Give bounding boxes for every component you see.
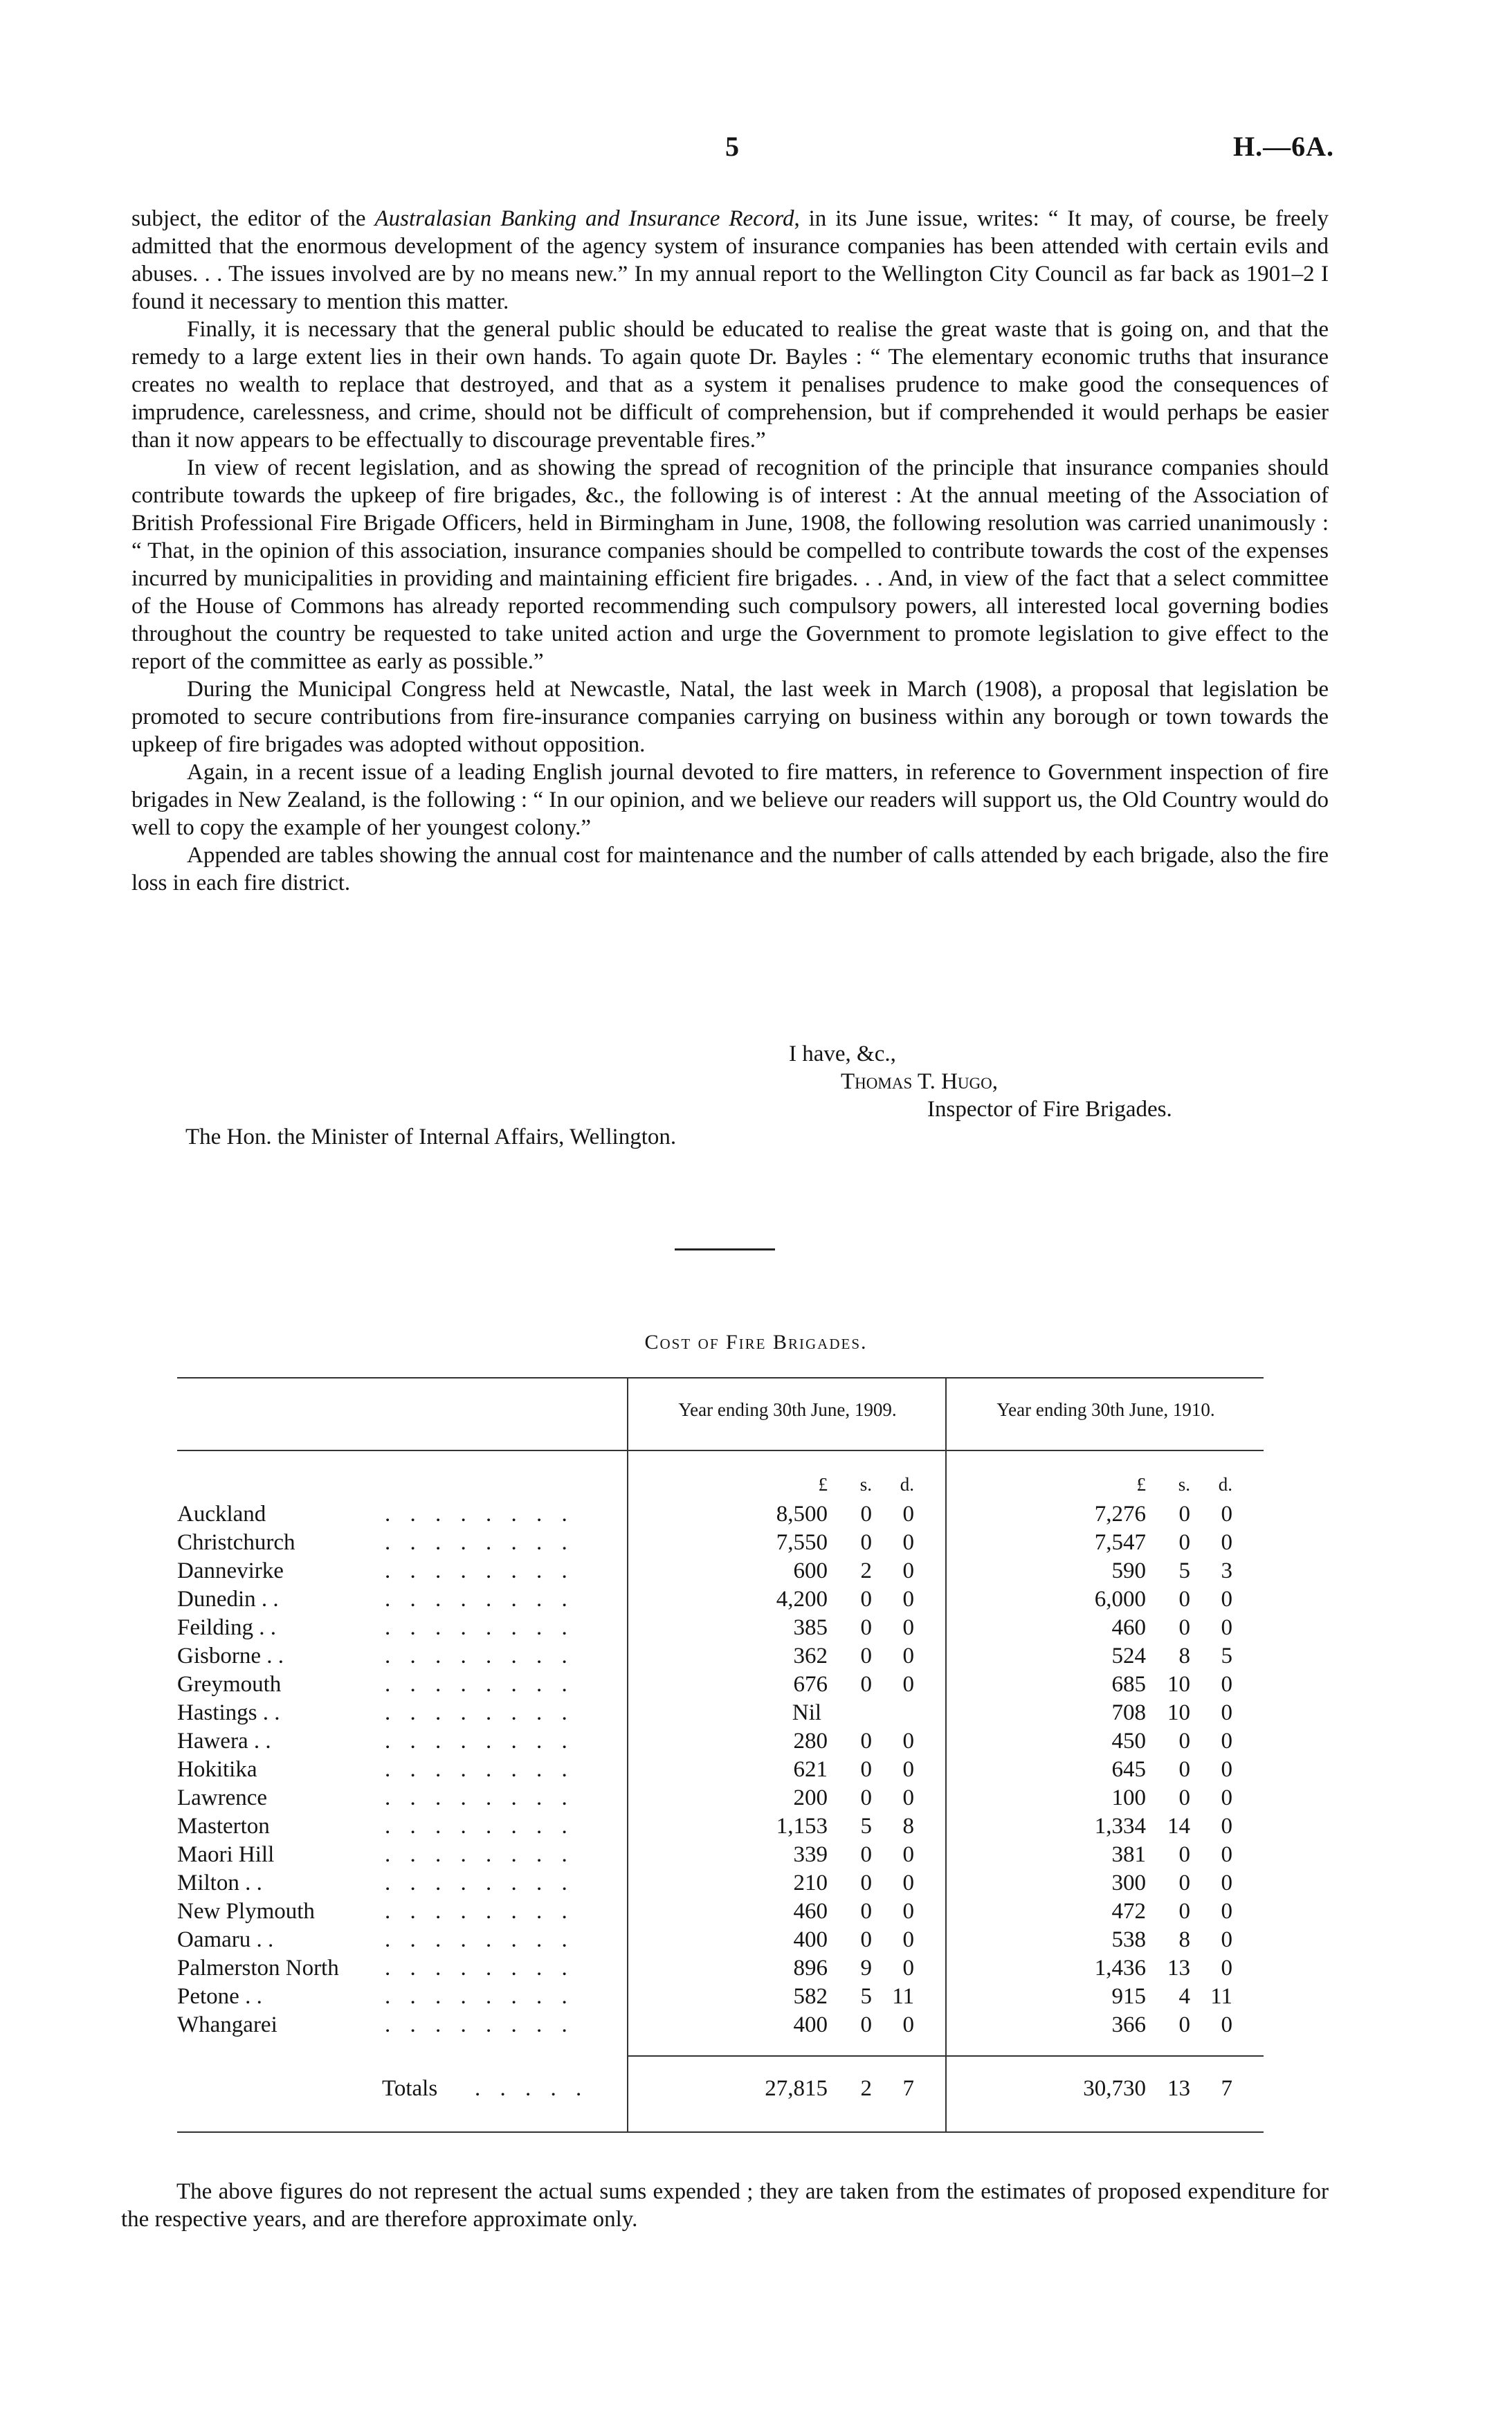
closing: I have, &c.,	[789, 1041, 896, 1066]
paragraph-1: subject, the editor of the Australasian Banking and Insurance Record, in its June issue, writes: “ It may, of course, be freely admitted that the enormous development of the agency system of insurance companies has been attended with certain evils and abuses. . . The issues involved are by no means new.” In my annual report to the Wellington City Council as far back as 1901–2 I found it necessary to mention this matter.	[131, 206, 1329, 314]
cost-1909-pence: 0	[902, 2012, 914, 2037]
unit-pence: d.	[900, 1474, 914, 1495]
cost-1909-shillings: 0	[860, 1842, 872, 1867]
leader-dots: . . . . . . . .	[385, 1814, 574, 1839]
brigade-name: Milton . .	[177, 1871, 262, 1895]
leader-dots: . . . . . . . .	[385, 1757, 574, 1782]
cost-1910-shillings: 14	[1167, 1814, 1190, 1839]
paragraph-6: Appended are tables showing the annual cost for maintenance and the number of calls attended by each brigade, also the fire loss in each fire district.	[131, 843, 1329, 895]
table-row	[177, 1700, 1264, 1729]
cost-1910-shillings: 0	[1178, 1899, 1190, 1924]
cost-1909-pence: 0	[902, 1757, 914, 1782]
cost-1910-shillings: 0	[1178, 1729, 1190, 1754]
cost-1910-pence: 0	[1221, 1871, 1232, 1895]
cost-1910-pounds: 685	[1111, 1672, 1146, 1697]
cost-1909-pence: 0	[902, 1558, 914, 1583]
cost-1910-shillings: 10	[1167, 1672, 1190, 1697]
cost-1909-pounds: 1,153	[776, 1814, 828, 1839]
table-row	[177, 1814, 1264, 1842]
unit-shillings: s.	[1178, 1474, 1190, 1495]
cost-1909-pence: 0	[902, 1672, 914, 1697]
cost-1910-pence: 5	[1221, 1644, 1232, 1668]
leader-dots: . . . . . . . .	[385, 1871, 574, 1895]
brigade-name: Palmerston North	[177, 1956, 339, 1981]
cost-1909-pounds: 4,200	[776, 1587, 828, 1612]
signatory-name: Thomas T. Hugo,	[841, 1069, 999, 1094]
leader-dots: . . . . . . . .	[385, 1899, 574, 1924]
cost-1910-pence: 0	[1221, 1956, 1232, 1981]
cost-1909-shillings: 9	[860, 1956, 872, 1981]
cost-1909-pounds: 200	[793, 1785, 828, 1810]
totals-row	[177, 2076, 1264, 2104]
cost-1910-shillings: 8	[1178, 1927, 1190, 1952]
cost-1909-pounds: 582	[793, 1984, 828, 2009]
cost-1909-shillings: 0	[860, 1502, 872, 1527]
table-row	[177, 1644, 1264, 1672]
cost-1910-pence: 0	[1221, 1615, 1232, 1640]
table-rule-top	[177, 1377, 1264, 1379]
paragraph-5: Again, in a recent issue of a leading English journal devoted to fire matters, in reference to Government inspection of fire brigades in New Zealand, is the following : “ In our opinion, and we believe our readers will support us, the Old Country would do well to copy the example of her youngest colony.”	[131, 760, 1329, 840]
table-row	[177, 1502, 1264, 1530]
cost-1910-pence: 0	[1221, 1757, 1232, 1782]
cost-1910-shillings: 10	[1167, 1700, 1190, 1725]
brigade-name: Maori Hill	[177, 1842, 275, 1867]
cost-1910-pence: 0	[1221, 1672, 1232, 1697]
paragraph-3: In view of recent legislation, and as showing the spread of recognition of the principle that insurance companies should contribute towards the upkeep of fire brigades, &c., the following is of interest : At the annual meeting of the Association of British Professional Fire Brigade Officers, held in Birmingham in June, 1908, the following resolution was carried unanimously : “ That, in the opinion of this association, insurance companies should be compelled to contribute towards the cost of the expenses incurred by municipalities in providing and maintaining efficient fire brigades. . . And, in view of the fact that a select committee of the House of Commons has already reported recommending such compulsory powers, all interested local governing bodies throughout the country be requested to take united action and urge the Government to promote legislation to give effect to the report of the committee as early as possible.”	[131, 455, 1329, 674]
leader-dots: . . . . . . . .	[385, 1644, 574, 1668]
table-body	[177, 1502, 1264, 2041]
cost-1909-pounds: 600	[793, 1558, 828, 1583]
table-title: Cost of Fire Brigades.	[644, 1331, 868, 1354]
leader-dots: . . . . . . . .	[385, 1672, 574, 1697]
cost-1910-pence: 0	[1221, 1502, 1232, 1527]
table-row	[177, 1757, 1264, 1785]
signature-block	[131, 1040, 1329, 1151]
cost-1909-pounds: 210	[793, 1871, 828, 1895]
cost-1910-pounds: 300	[1111, 1871, 1146, 1895]
cost-1909-pence: 0	[902, 1956, 914, 1981]
cost-1910-shillings: 0	[1178, 2012, 1190, 2037]
brigade-name: New Plymouth	[177, 1899, 315, 1924]
table-row	[177, 1672, 1264, 1700]
leader-dots: . . . . . . . .	[385, 1785, 574, 1810]
section-divider	[675, 1248, 775, 1250]
cost-1909-pence: 11	[892, 1984, 914, 2009]
cost-1909-shillings: 0	[860, 1729, 872, 1754]
cost-1909-pounds: 280	[793, 1729, 828, 1754]
cost-1909-pence: 0	[902, 1644, 914, 1668]
brigade-name: Greymouth	[177, 1672, 282, 1697]
brigade-name: Lawrence	[177, 1785, 268, 1810]
cost-1910-pence: 0	[1221, 1927, 1232, 1952]
table-row	[177, 1871, 1264, 1899]
brigade-name: Petone . .	[177, 1984, 262, 2009]
cost-1909-pence: 0	[902, 1927, 914, 1952]
cost-1910-pounds: 381	[1111, 1842, 1146, 1867]
brigade-name: Auckland	[177, 1502, 266, 1527]
cost-1910-pounds: 6,000	[1094, 1587, 1146, 1612]
total-1909-pounds: 27,815	[765, 2076, 828, 2101]
cost-1909-pounds: 400	[793, 2012, 828, 2037]
unit-shillings: s.	[859, 1474, 872, 1495]
leader-dots: . . . . . . . .	[385, 1558, 574, 1583]
cost-1910-pounds: 524	[1111, 1644, 1146, 1668]
cost-1909-pounds: 676	[793, 1672, 828, 1697]
cost-1910-shillings: 0	[1178, 1757, 1190, 1782]
total-1910-pence: 7	[1221, 2076, 1232, 2101]
leader-dots: . . . . . . . .	[385, 1729, 574, 1754]
leader-dots: . . . . . . . .	[385, 1984, 574, 2009]
signatory-title: Inspector of Fire Brigades.	[927, 1097, 1172, 1122]
brigade-name: Hawera . .	[177, 1729, 271, 1754]
cost-1909-shillings: 0	[860, 1672, 872, 1697]
brigade-name: Dunedin . .	[177, 1587, 279, 1612]
page-number: 5	[725, 131, 739, 162]
cost-1909-pounds: 385	[793, 1615, 828, 1640]
leader-dots: . . . . . . . .	[385, 1502, 574, 1527]
cost-1909-shillings: 0	[860, 1530, 872, 1555]
total-1909-shillings: 2	[860, 2076, 872, 2101]
letter-body	[131, 205, 1329, 897]
cost-1909-pence: 0	[902, 1587, 914, 1612]
document-reference: H.—6A.	[1233, 131, 1334, 162]
cost-1910-pence: 0	[1221, 1842, 1232, 1867]
cost-1910-pounds: 1,436	[1094, 1956, 1146, 1981]
cost-1909-pence: 0	[902, 1530, 914, 1555]
cost-1909-pence: 0	[902, 1871, 914, 1895]
cost-1910-pence: 0	[1221, 2012, 1232, 2037]
totals-leader-dots: . . . . .	[475, 2076, 589, 2101]
unit-pounds: £	[1136, 1474, 1146, 1495]
cost-1910-pence: 0	[1221, 1729, 1232, 1754]
cost-1910-pounds: 7,547	[1094, 1530, 1146, 1555]
cost-1910-pounds: 1,334	[1094, 1814, 1146, 1839]
brigade-name: Whangarei	[177, 2012, 277, 2037]
unit-pence: d.	[1218, 1474, 1232, 1495]
table-row	[177, 1558, 1264, 1587]
cost-1910-pounds: 915	[1111, 1984, 1146, 2009]
table-row	[177, 1927, 1264, 1956]
totals-label: Totals	[382, 2076, 438, 2101]
leader-dots: . . . . . . . .	[385, 1842, 574, 1867]
leader-dots: . . . . . . . .	[385, 1615, 574, 1640]
cost-1910-pounds: 645	[1111, 1757, 1146, 1782]
cost-1910-pounds: 472	[1111, 1899, 1146, 1924]
cost-1910-pence: 11	[1210, 1984, 1232, 2009]
total-1910-shillings: 13	[1167, 2076, 1190, 2101]
total-1909-pence: 7	[902, 2076, 914, 2101]
journal-title: Australasian Banking and Insurance Record	[374, 206, 794, 231]
cost-1909-pounds: 339	[793, 1842, 828, 1867]
paragraph-4: During the Municipal Congress held at Newcastle, Natal, the last week in March (1908), a proposal that legislation be promoted to secure contributions from fire-insurance companies carrying on business within any borough or town towards the upkeep of fire brigades was adopted without opposition.	[131, 677, 1329, 757]
cost-1909-shillings: 0	[860, 1899, 872, 1924]
cost-1909-pounds: 400	[793, 1927, 828, 1952]
brigade-name: Hastings . .	[177, 1700, 280, 1725]
brigade-name: Oamaru . .	[177, 1927, 274, 1952]
cost-1909-shillings: 0	[860, 1644, 872, 1668]
table-row	[177, 1956, 1264, 1984]
cost-1909-nil: Nil	[792, 1700, 822, 1725]
table-row	[177, 1899, 1264, 1927]
cost-1909-pence: 8	[902, 1814, 914, 1839]
unit-pounds: £	[818, 1474, 828, 1495]
column-header-1910: Year ending 30th June, 1910.	[996, 1399, 1215, 1420]
cost-1910-shillings: 0	[1178, 1785, 1190, 1810]
table-row	[177, 1984, 1264, 2012]
leader-dots: . . . . . . . .	[385, 1587, 574, 1612]
cost-1910-shillings: 0	[1178, 1502, 1190, 1527]
column-header-1909: Year ending 30th June, 1909.	[678, 1399, 897, 1420]
addressee: The Hon. the Minister of Internal Affairs, Wellington.	[185, 1125, 677, 1149]
table-row	[177, 1785, 1264, 1814]
cost-1910-shillings: 13	[1167, 1956, 1190, 1981]
cost-1909-pence: 0	[902, 1842, 914, 1867]
table-rule-bottom	[177, 2131, 1264, 2133]
cost-1909-shillings: 0	[860, 2012, 872, 2037]
cost-1909-shillings: 0	[860, 1587, 872, 1612]
cost-1909-pence: 0	[902, 1729, 914, 1754]
cost-1910-shillings: 0	[1178, 1615, 1190, 1640]
table-row	[177, 1842, 1264, 1871]
total-1910-pounds: 30,730	[1083, 2076, 1146, 2101]
brigade-name: Feilding . .	[177, 1615, 277, 1640]
cost-1909-pence: 0	[902, 1785, 914, 1810]
brigade-name: Hokitika	[177, 1757, 257, 1782]
cost-1909-shillings: 0	[860, 1927, 872, 1952]
cost-1910-shillings: 0	[1178, 1530, 1190, 1555]
cost-1910-pence: 0	[1221, 1814, 1232, 1839]
cost-1909-shillings: 0	[860, 1615, 872, 1640]
cost-1910-shillings: 8	[1178, 1644, 1190, 1668]
cost-1910-pounds: 460	[1111, 1615, 1146, 1640]
cost-1910-pence: 0	[1221, 1530, 1232, 1555]
cost-1909-pounds: 362	[793, 1644, 828, 1668]
cost-1910-pounds: 538	[1111, 1927, 1146, 1952]
table-row	[177, 1729, 1264, 1757]
cost-1909-shillings: 5	[860, 1814, 872, 1839]
cost-1909-pence: 0	[902, 1899, 914, 1924]
cost-1910-pounds: 7,276	[1094, 1502, 1146, 1527]
table-footnote	[121, 2178, 1329, 2233]
cost-1910-pence: 3	[1221, 1558, 1232, 1583]
unit-row	[177, 1474, 1264, 1499]
cost-1910-pence: 0	[1221, 1587, 1232, 1612]
cost-1909-pence: 0	[902, 1502, 914, 1527]
table-row	[177, 2012, 1264, 2041]
cost-1910-pence: 0	[1221, 1700, 1232, 1725]
cost-1909-shillings: 0	[860, 1785, 872, 1810]
brigade-name: Dannevirke	[177, 1558, 284, 1583]
cost-1909-pounds: 460	[793, 1899, 828, 1924]
cost-1909-pounds: 8,500	[776, 1502, 828, 1527]
table-row	[177, 1587, 1264, 1615]
leader-dots: . . . . . . . .	[385, 1700, 574, 1725]
footnote-text: The above figures do not represent the actual sums expended ; they are taken from the estimates of proposed expenditure for the respective years, and are therefore approximate only.	[121, 2179, 1329, 2232]
leader-dots: . . . . . . . .	[385, 1927, 574, 1952]
leader-dots: . . . . . . . .	[385, 1956, 574, 1981]
cost-1910-pounds: 708	[1111, 1700, 1146, 1725]
table-row	[177, 1530, 1264, 1558]
cost-1909-pounds: 7,550	[776, 1530, 828, 1555]
cost-1909-shillings: 0	[860, 1757, 872, 1782]
cost-1910-shillings: 0	[1178, 1587, 1190, 1612]
cost-1910-pounds: 366	[1111, 2012, 1146, 2037]
cost-1910-shillings: 0	[1178, 1871, 1190, 1895]
cost-1909-pounds: 896	[793, 1956, 828, 1981]
brigade-name: Gisborne . .	[177, 1644, 284, 1668]
table-rule-header	[177, 1450, 1264, 1451]
cost-1909-shillings: 5	[860, 1984, 872, 2009]
brigade-name: Masterton	[177, 1814, 270, 1839]
cost-1909-shillings: 0	[860, 1871, 872, 1895]
cost-1910-pounds: 590	[1111, 1558, 1146, 1583]
cost-1910-pounds: 450	[1111, 1729, 1146, 1754]
page-header	[0, 130, 1512, 172]
cost-1909-shillings: 2	[860, 1558, 872, 1583]
cost-1910-shillings: 5	[1178, 1558, 1190, 1583]
table-row	[177, 1615, 1264, 1644]
leader-dots: . . . . . . . .	[385, 2012, 574, 2037]
cost-1910-shillings: 4	[1178, 1984, 1190, 2009]
cost-1910-shillings: 0	[1178, 1842, 1190, 1867]
cost-1909-pence: 0	[902, 1615, 914, 1640]
cost-1910-pounds: 100	[1111, 1785, 1146, 1810]
brigade-name: Christchurch	[177, 1530, 295, 1555]
cost-1910-pence: 0	[1221, 1785, 1232, 1810]
leader-dots: . . . . . . . .	[385, 1530, 574, 1555]
cost-1909-pounds: 621	[793, 1757, 828, 1782]
paragraph-2: Finally, it is necessary that the general public should be educated to realise the great waste that is going on, and that the remedy to a large extent lies in their own hands. To again quote Dr. Bayles : “ The elementary economic truths that insurance creates no wealth to replace that destroyed, and that as a system it penalises prudence to make good the consequences of imprudence, carelessness, and crime, should not be difficult of comprehension, but if comprehended it would perhaps be easier than it now appears to be effectually to discourage preventable fires.”	[131, 317, 1329, 453]
cost-1910-pence: 0	[1221, 1899, 1232, 1924]
